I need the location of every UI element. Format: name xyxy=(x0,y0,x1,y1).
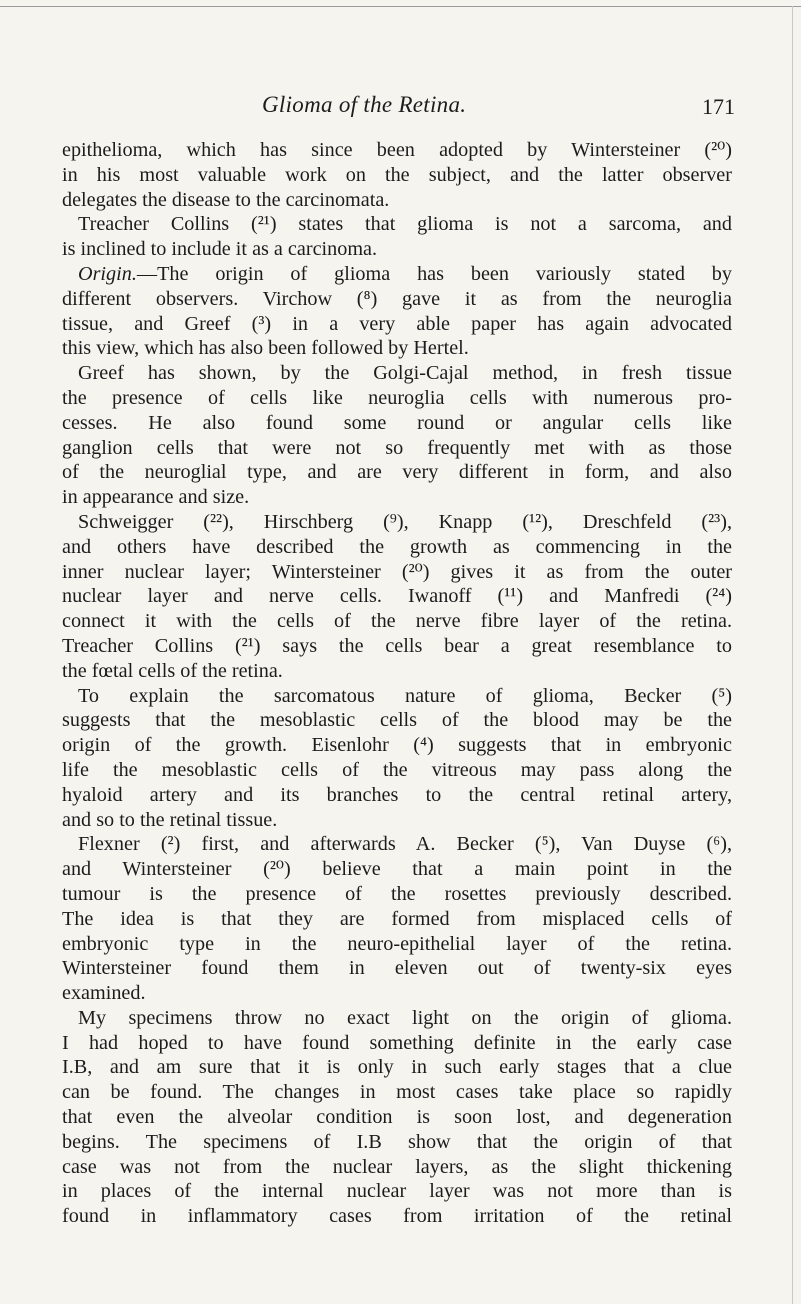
line-text: and Wintersteiner (²⁰) believe that a main point in the xyxy=(62,858,732,881)
line-text: Treacher Collins (²¹) says the cells bear a great resemblance to xyxy=(62,634,732,657)
text-line xyxy=(62,1179,732,1204)
text-line xyxy=(62,659,732,684)
text-line xyxy=(62,1080,732,1105)
line-text: tissue, and Greef (³) in a very able paper has again advocated xyxy=(62,312,732,335)
page-header xyxy=(0,92,801,122)
text-line xyxy=(62,783,732,808)
text-line xyxy=(62,1105,732,1130)
text-line xyxy=(62,956,732,981)
text-line xyxy=(62,1031,732,1056)
text-line xyxy=(62,981,732,1006)
right-edge-rule xyxy=(792,6,793,1304)
line-text: of the neuroglial type, and are very different in form, and also xyxy=(62,461,732,484)
line-text: is inclined to include it as a carcinoma. xyxy=(62,238,378,261)
line-text: suggests that the mesoblastic cells of the blood may be the xyxy=(62,709,732,732)
text-line xyxy=(62,1130,732,1155)
line-text: My specimens throw no exact light on the origin of glioma. xyxy=(78,1006,732,1029)
line-text: epithelioma, which has since been adopted by Wintersteiner (²⁰) xyxy=(62,139,732,161)
line-text: found in inflammatory cases from irritation of the retinal xyxy=(62,1205,732,1228)
line-text: I had hoped to have found something definite in the early case xyxy=(62,1031,732,1054)
page-number: 171 xyxy=(702,94,735,119)
text-line xyxy=(62,287,732,312)
text-line xyxy=(62,336,732,361)
line-text: cesses. He also found some round or angular cells like xyxy=(62,411,732,434)
text-line xyxy=(62,163,732,188)
text-line xyxy=(62,1204,732,1229)
text-line xyxy=(62,138,732,163)
text-line xyxy=(62,436,732,461)
line-text: this view, which has also been followed by Hertel. xyxy=(62,337,469,360)
line-text: tumour is the presence of the rosettes previously described. xyxy=(62,882,732,905)
line-text: the fœtal cells of the retina. xyxy=(62,659,283,682)
text-line xyxy=(62,212,732,237)
text-line xyxy=(62,882,732,907)
line-text: To explain the sarcomatous nature of glioma, Becker (⁵) xyxy=(78,684,732,707)
section-heading: Origin. xyxy=(78,262,137,285)
line-text: that even the alveolar condition is soon lost, and degeneration xyxy=(62,1106,732,1129)
text-line xyxy=(62,832,732,857)
text-line xyxy=(62,808,732,833)
line-text: Flexner (²) first, and afterwards A. Becker (⁵), Van Duyse (⁶), xyxy=(78,833,732,856)
line-text: —The origin of glioma has been variously stated by xyxy=(136,262,732,285)
text-line xyxy=(62,733,732,758)
line-text: inner nuclear layer; Wintersteiner (²⁰) gives it as from the outer xyxy=(62,560,732,583)
text-line xyxy=(62,560,732,585)
line-text: ganglion cells that were not so frequently met with as those xyxy=(62,436,732,459)
text-line xyxy=(62,634,732,659)
line-text: the presence of cells like neuroglia cells with numerous pro- xyxy=(62,386,732,409)
line-text: nuclear layer and nerve cells. Iwanoff (¹¹) and Manfredi (²⁴) xyxy=(62,585,732,608)
text-line xyxy=(62,535,732,560)
text-line xyxy=(62,584,732,609)
text-line xyxy=(62,758,732,783)
text-line xyxy=(62,262,732,287)
text-line xyxy=(62,684,732,709)
text-line xyxy=(62,1006,732,1031)
text-line xyxy=(62,411,732,436)
line-text: in appearance and size. xyxy=(62,486,250,509)
line-text: can be found. The changes in most cases take place so rapidly xyxy=(62,1081,732,1104)
line-text: I.B, and am sure that it is only in such early stages that a clue xyxy=(62,1056,732,1079)
text-line xyxy=(62,708,732,733)
text-line xyxy=(62,485,732,510)
line-text: in places of the internal nuclear layer was not more than is xyxy=(62,1180,732,1203)
line-text: case was not from the nuclear layers, as the slight thickening xyxy=(62,1155,732,1178)
text-line xyxy=(62,1055,732,1080)
text-line xyxy=(62,510,732,535)
line-text: life the mesoblastic cells of the vitreous may pass along the xyxy=(62,758,732,781)
running-title: Glioma of the Retina. xyxy=(262,92,467,117)
text-line xyxy=(62,188,732,213)
line-text: Greef has shown, by the Golgi-Cajal method, in fresh tissue xyxy=(78,362,732,385)
line-text: Schweigger (²²), Hirschberg (⁹), Knapp (¹²), Dreschfeld (²³), xyxy=(78,510,732,533)
text-line xyxy=(62,312,732,337)
line-text: Wintersteiner found them in eleven out of twenty-six eyes xyxy=(62,957,732,980)
line-text: and others have described the growth as commencing in the xyxy=(62,535,732,558)
text-line xyxy=(62,386,732,411)
line-text: hyaloid artery and its branches to the central retinal artery, xyxy=(62,783,732,806)
text-line xyxy=(62,857,732,882)
top-edge-rule xyxy=(0,6,801,7)
text-line xyxy=(62,1155,732,1180)
line-text: begins. The specimens of I.B show that the origin of that xyxy=(62,1130,732,1153)
text-line xyxy=(62,932,732,957)
line-text: examined. xyxy=(62,982,146,1005)
line-text: in his most valuable work on the subject, and the latter observer xyxy=(62,163,732,186)
line-text: delegates the disease to the carcinomata. xyxy=(62,188,390,211)
line-text: and so to the retinal tissue. xyxy=(62,808,278,831)
body-text xyxy=(62,138,732,1229)
line-text: embryonic type in the neuro-epithelial layer of the retina. xyxy=(62,932,732,955)
text-line xyxy=(62,361,732,386)
text-line xyxy=(62,609,732,634)
line-text: origin of the growth. Eisenlohr (⁴) suggests that in embryonic xyxy=(62,734,732,757)
text-line xyxy=(62,460,732,485)
line-text: connect it with the cells of the nerve fibre layer of the retina. xyxy=(62,610,732,633)
line-text: The idea is that they are formed from misplaced cells of xyxy=(62,907,732,930)
text-line xyxy=(62,237,732,262)
line-text: different observers. Virchow (⁸) gave it as from the neuroglia xyxy=(62,287,732,310)
line-text: Treacher Collins (²¹) states that glioma is not a sarcoma, and xyxy=(78,213,732,236)
text-line xyxy=(62,907,732,932)
